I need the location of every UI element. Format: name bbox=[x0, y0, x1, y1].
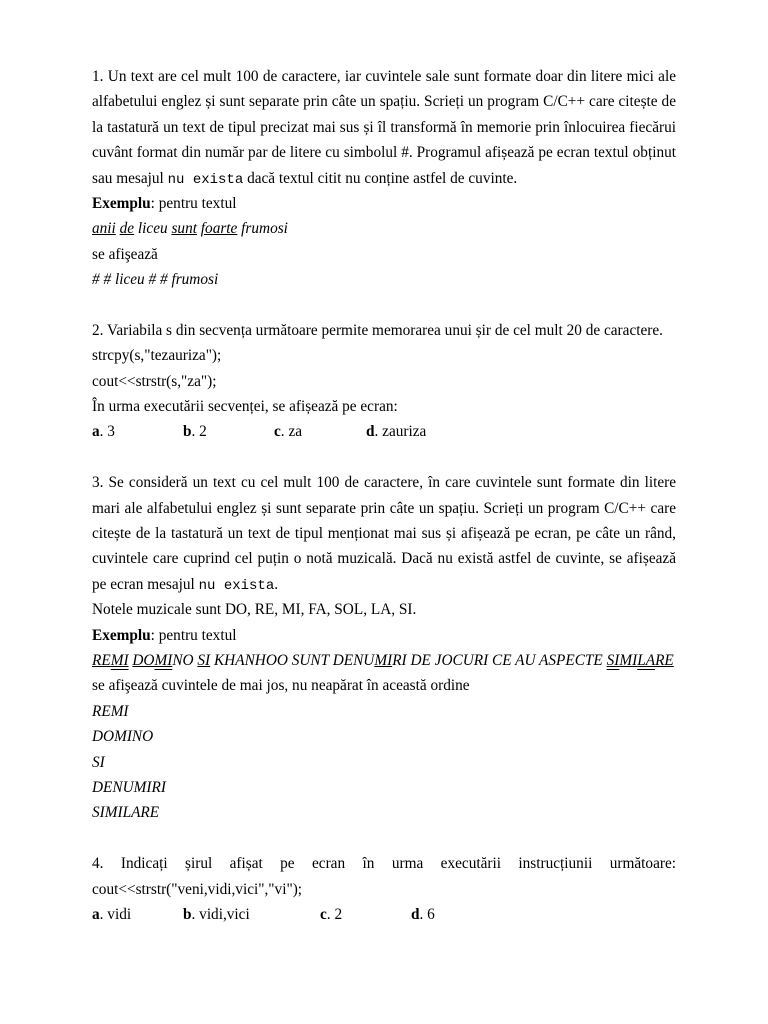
p4-option-b bbox=[183, 902, 320, 927]
p3-line-5-a: pe ecran mesajul bbox=[92, 575, 195, 593]
p3-notes: Notele muzicale sunt DO, RE, MI, FA, SOL, LA, SI. bbox=[92, 601, 417, 619]
p3-seg-si-2: SI bbox=[606, 651, 620, 669]
paragraph-gap bbox=[92, 293, 676, 318]
p3-word-2: DOMINO bbox=[92, 728, 154, 746]
p1-word-sunt: sunt bbox=[171, 220, 197, 238]
p3-message-code: nu exista bbox=[198, 577, 275, 594]
p1-example-text bbox=[92, 216, 676, 241]
p3-line-4: cuvintele care cuprind cel puțin o notă muzicală. Dacă nu există astfel de cuvinte, se afișează bbox=[92, 550, 676, 568]
p3-seg-do: DO bbox=[132, 651, 155, 669]
option-text: . vidi bbox=[99, 905, 132, 923]
p3-line-5 bbox=[92, 572, 676, 597]
option-letter: b bbox=[183, 423, 192, 441]
p3-seg-re-2: RE bbox=[655, 651, 674, 669]
p1-example-rest: : pentru textul bbox=[150, 194, 237, 212]
p4-options bbox=[92, 902, 676, 927]
p3-seg-mi-4: MI bbox=[619, 651, 638, 669]
p3-line-5-b: . bbox=[274, 575, 279, 593]
p3-line-1: 3. Se consideră un text cu cel mult 100 de caractere, în care cuvintele sunt formate din litere bbox=[92, 474, 676, 492]
option-text: . 3 bbox=[99, 423, 115, 441]
p1-word-foarte: foarte bbox=[200, 220, 238, 238]
p3-seg-mi-2: MI bbox=[154, 651, 173, 669]
option-letter: c bbox=[274, 423, 281, 441]
p3-line-2: mari ale alfabetului englez și sunt separate prin câte un spațiu. Scrieți un program C/C++ care bbox=[92, 499, 676, 517]
option-text: . za bbox=[280, 423, 303, 441]
p2-option-a bbox=[92, 419, 183, 444]
p3-example-rest: : pentru textul bbox=[150, 626, 237, 644]
p2-line-4: În urma executării secvenței, se afișează pe ecran: bbox=[92, 398, 398, 416]
option-letter: b bbox=[183, 905, 192, 923]
p3-example-label: Exemplu bbox=[92, 626, 151, 644]
p2-line-1: 2. Variabila s din secvența următoare permite memorarea unui șir de cel mult 20 de caractere. bbox=[92, 321, 663, 339]
p3-word-4: DENUMIRI bbox=[92, 778, 166, 796]
p3-word-5: SIMILARE bbox=[92, 804, 160, 822]
option-letter: a bbox=[92, 423, 100, 441]
p2-code-2: cout<<strstr(s,"za"); bbox=[92, 372, 217, 390]
p1-shown-label: se afişează bbox=[92, 245, 158, 263]
option-text: . 2 bbox=[326, 905, 343, 923]
p3-seg-mid: KHANHOO SUNT DENU bbox=[210, 651, 375, 669]
p2-option-b bbox=[183, 419, 274, 444]
option-text: . vidi,vici bbox=[191, 905, 250, 923]
p1-word-liceu: liceu bbox=[137, 220, 168, 238]
p3-seg-mi-3: MI bbox=[374, 651, 393, 669]
p1-message-code: nu exista bbox=[167, 171, 244, 188]
p1-word-anii: anii bbox=[92, 220, 116, 238]
p4-option-d bbox=[411, 902, 435, 927]
option-text: . zauriza bbox=[374, 423, 427, 441]
p3-seg-mi: MI bbox=[110, 651, 129, 669]
p3-seg-no: NO bbox=[172, 651, 194, 669]
p1-example-label: Exemplu bbox=[92, 194, 151, 212]
p3-shown-label: se afişează cuvintele de mai jos, nu neapărat în această ordine bbox=[92, 677, 470, 695]
p3-example-line bbox=[92, 623, 676, 648]
p3-line-3: citește de la tastatură un text de tipul menționat mai sus și afișează pe ecran, pe câte un rând, bbox=[92, 525, 676, 543]
p1-line-5 bbox=[92, 166, 676, 191]
p4-option-a bbox=[92, 902, 183, 927]
p1-line-1: 1. Un text are cel mult 100 de caractere, iar cuvintele sale sunt formate doar din litere mici ale bbox=[92, 68, 676, 85]
p1-line-4: cuvânt format din număr par de litere cu simbolul #. Programul afișează pe ecran textul obținut bbox=[92, 144, 676, 162]
p3-word-1: REMI bbox=[92, 702, 129, 720]
p2-options bbox=[92, 419, 676, 444]
option-letter: c bbox=[320, 905, 327, 923]
p1-line-3: la tastatură un text de tipul precizat mai sus și îl transformă în memorie prin înlocuirea fiecărui bbox=[92, 118, 676, 136]
option-text: . 2 bbox=[191, 423, 207, 441]
p4-option-c bbox=[320, 902, 411, 927]
p1-line-5-a: sau mesajul bbox=[92, 169, 164, 187]
p1-word-de: de bbox=[119, 220, 135, 238]
option-letter: a bbox=[92, 905, 100, 923]
paragraph-gap bbox=[92, 826, 676, 851]
option-letter: d bbox=[366, 423, 375, 441]
option-letter: d bbox=[411, 905, 420, 923]
p2-option-c bbox=[274, 419, 366, 444]
p1-result: # # liceu # # frumosi bbox=[92, 271, 219, 289]
p4-code: cout<<strstr("veni,vidi,vici","vi"); bbox=[92, 880, 303, 898]
p1-word-frumosi: frumosi bbox=[241, 220, 288, 238]
p1-example-line bbox=[92, 191, 676, 216]
p1-line-2: alfabetului englez și sunt separate prin câte un spațiu. Scrieți un program C/C++ care citește de bbox=[92, 93, 676, 111]
p3-seg-la: LA bbox=[637, 651, 656, 669]
option-text: . 6 bbox=[419, 905, 435, 923]
p3-word-3: SI bbox=[92, 753, 105, 771]
p1-line-5-b: dacă textul citit nu conține astfel de cuvinte. bbox=[247, 169, 518, 187]
p3-seg-si: SI bbox=[197, 651, 211, 669]
document-page bbox=[92, 64, 676, 927]
p3-seg-re: RE bbox=[92, 651, 111, 669]
p2-option-d bbox=[366, 419, 426, 444]
p3-example-text bbox=[92, 648, 676, 673]
p4-line-1: 4. Indicați șirul afișat pe ecran în urma executării instrucțiunii următoare: bbox=[92, 855, 676, 873]
p2-code-1: strcpy(s,"tezauriza"); bbox=[92, 347, 222, 365]
p3-seg-mid-2: RI DE JOCURI CE AU ASPECTE bbox=[392, 651, 607, 669]
paragraph-gap bbox=[92, 445, 676, 470]
